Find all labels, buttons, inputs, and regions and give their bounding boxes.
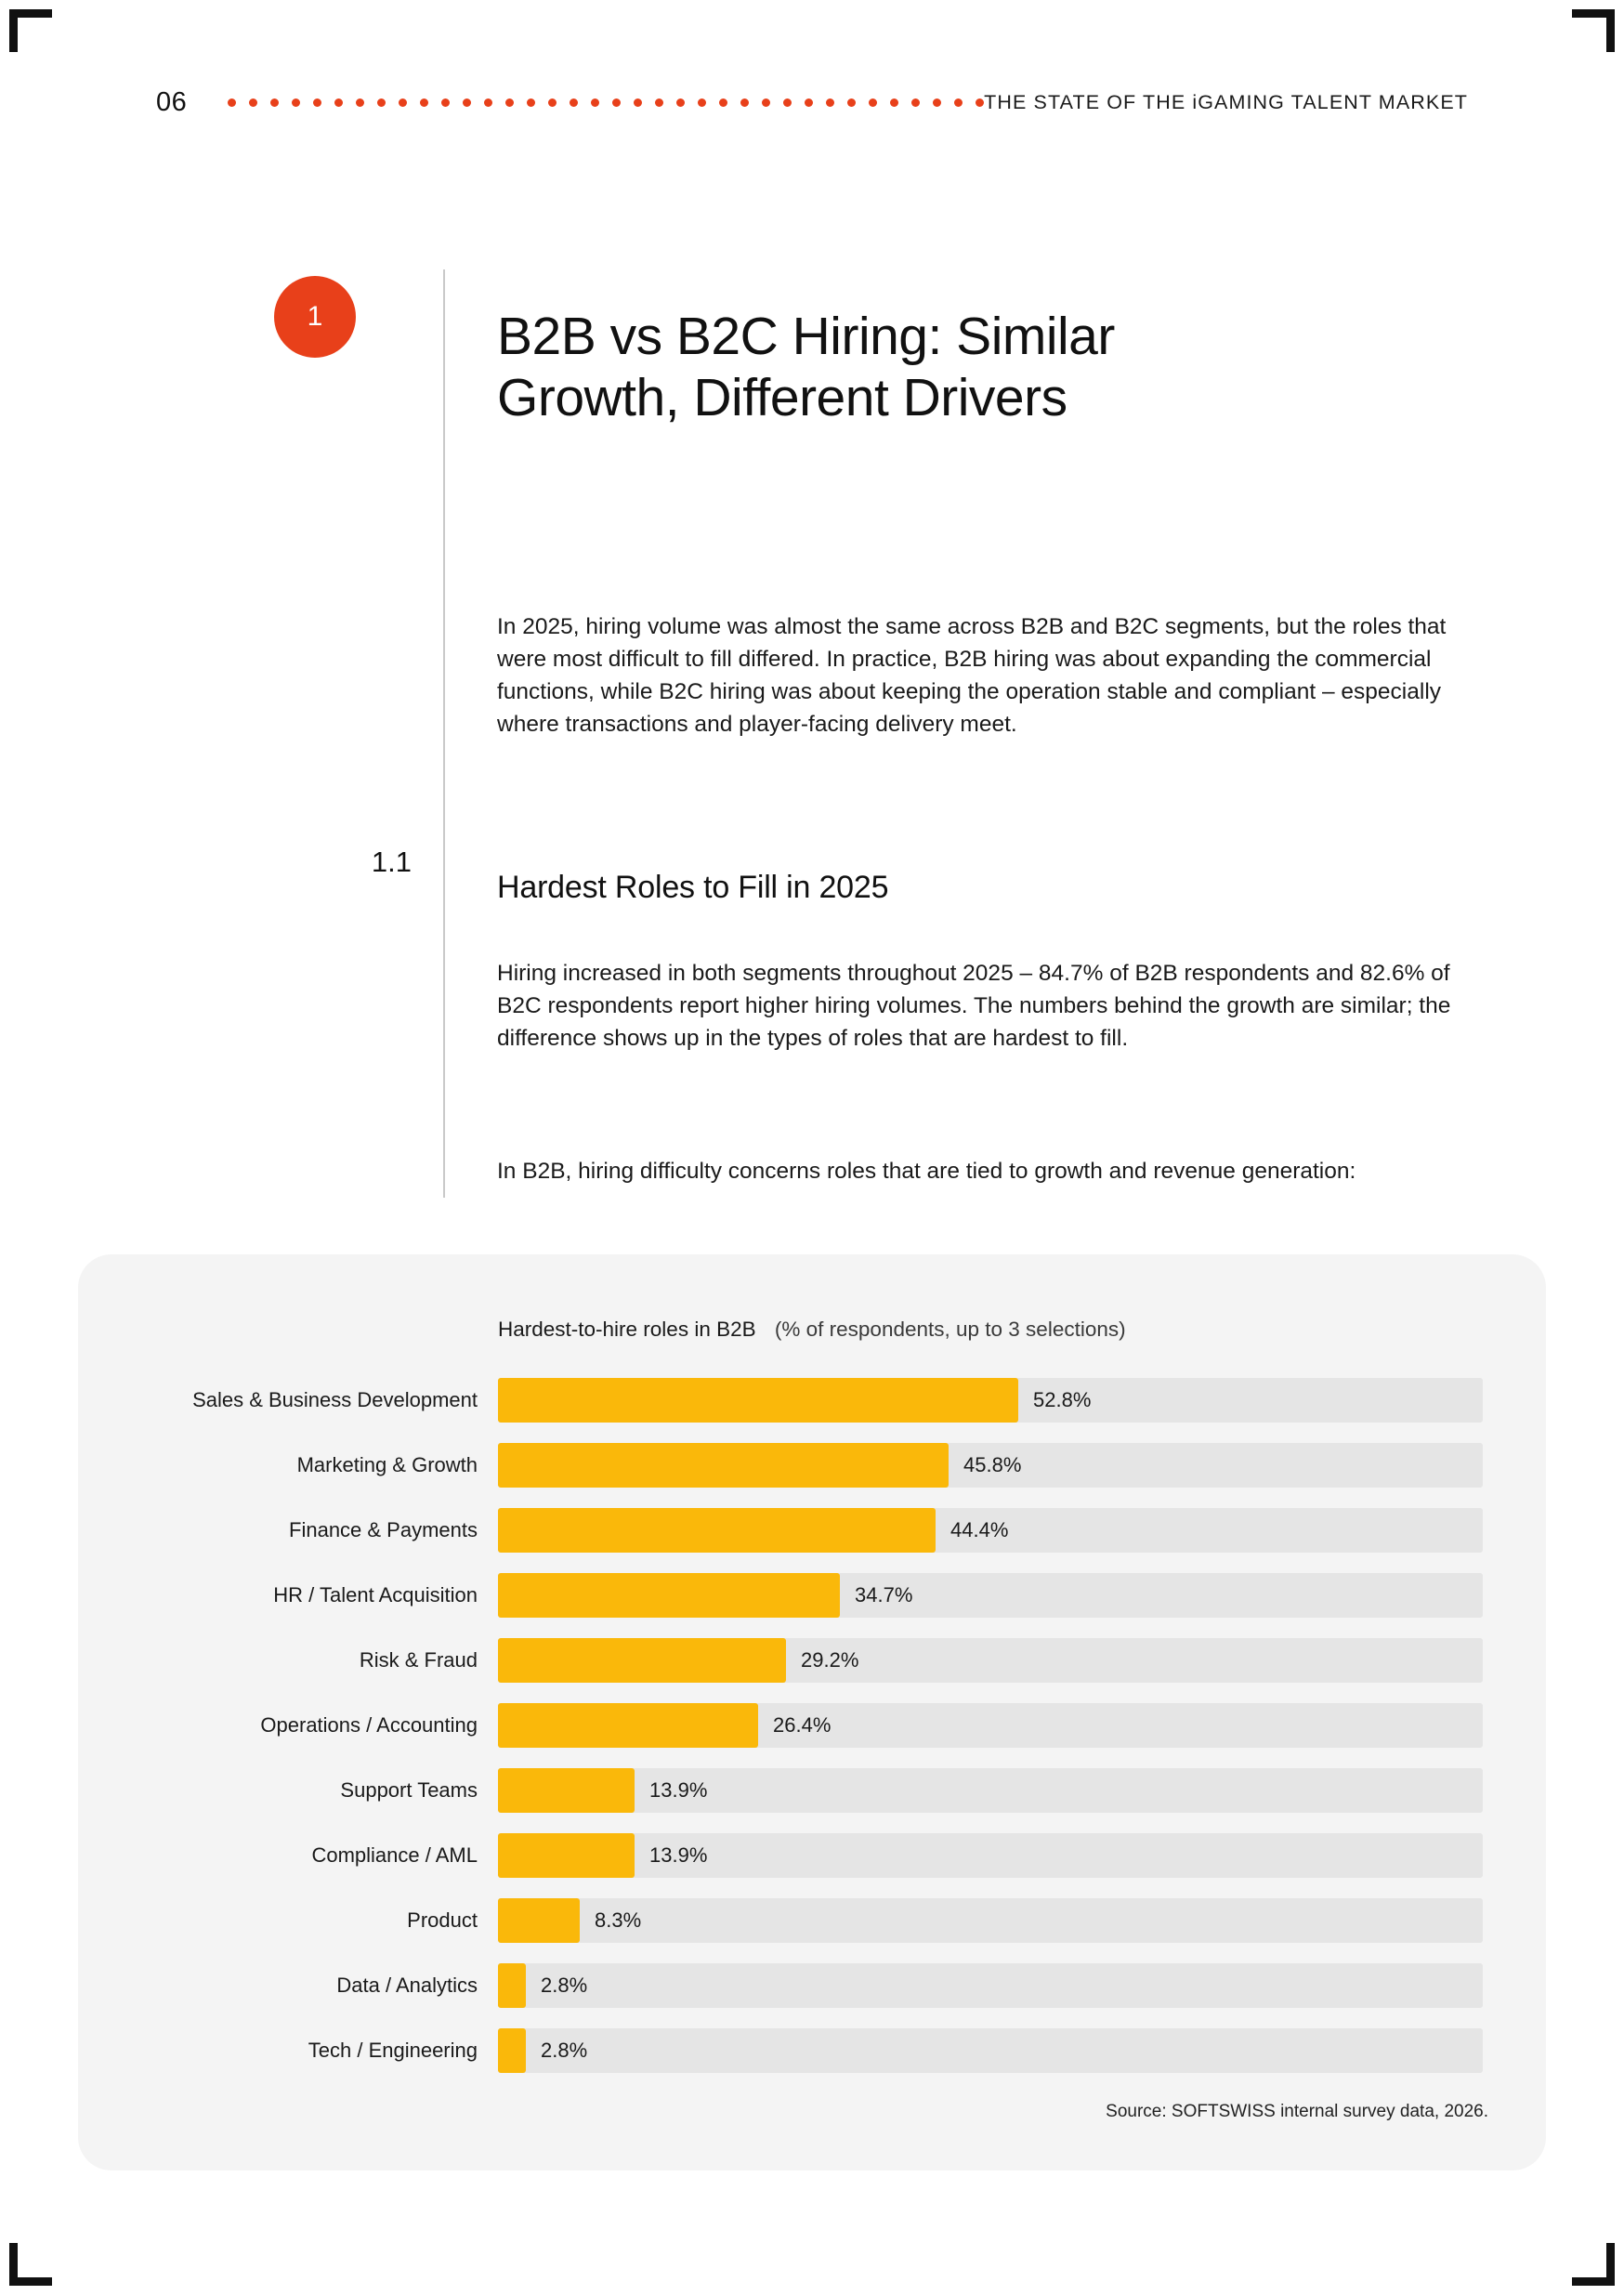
bar-value-label: 13.9% bbox=[649, 1843, 708, 1867]
rule-dot bbox=[463, 98, 471, 107]
crop-mark-top-left bbox=[9, 9, 52, 52]
bar-category-label: Operations / Accounting bbox=[260, 1713, 478, 1737]
bar-category-label: Risk & Fraud bbox=[359, 1648, 478, 1672]
rule-dot bbox=[399, 98, 407, 107]
rule-dot bbox=[676, 98, 685, 107]
bar-category-label: Product bbox=[407, 1908, 478, 1932]
bar-track bbox=[498, 1378, 1483, 1423]
crop-mark-top-right bbox=[1572, 9, 1615, 52]
crop-mark-bottom-left bbox=[9, 2243, 52, 2286]
rule-dot bbox=[740, 98, 749, 107]
rule-dot bbox=[228, 98, 236, 107]
chart-subtitle-text: (% of respondents, up to 3 selections) bbox=[774, 1318, 1126, 1341]
rule-dot bbox=[612, 98, 621, 107]
bar-fill bbox=[498, 1703, 758, 1748]
bar-category-label: Sales & Business Development bbox=[192, 1388, 478, 1411]
intro-paragraph: In 2025, hiring volume was almost the same across B2B and B2C segments, but the roles that were most difficult to fill differed. In practice, B2B hiring was about expanding the commercial functions, while B2C hiring was about keeping the operation stable and compliant – especially where transactions and player-facing delivery meet. bbox=[497, 613, 1447, 738]
bar-fill bbox=[498, 1443, 949, 1488]
rule-dot bbox=[954, 98, 963, 107]
chart-row bbox=[78, 1368, 1546, 1433]
bar-value-label: 8.3% bbox=[595, 1908, 642, 1932]
rule-dot bbox=[762, 98, 770, 107]
bar-fill bbox=[498, 1963, 526, 2008]
bar-track bbox=[498, 1963, 1483, 2008]
chart-card bbox=[78, 1254, 1546, 2170]
rule-dot bbox=[548, 98, 557, 107]
chart-source: Source: SOFTSWISS internal survey data, 2026. bbox=[1106, 2102, 1488, 2121]
rule-dot bbox=[570, 98, 578, 107]
section-number-badge: 1 bbox=[274, 276, 356, 358]
bar-chart bbox=[78, 1368, 1546, 2083]
rule-dot bbox=[847, 98, 856, 107]
bar-fill bbox=[498, 1833, 635, 1878]
subsection-title: Hardest Roles to Fill in 2025 bbox=[497, 870, 889, 906]
bar-fill bbox=[498, 1768, 635, 1813]
chart-row bbox=[78, 1498, 1546, 1563]
rule-dot bbox=[292, 98, 300, 107]
rule-dot bbox=[441, 98, 450, 107]
rule-dot bbox=[634, 98, 642, 107]
bar-value-label: 26.4% bbox=[773, 1713, 832, 1737]
bar-fill bbox=[498, 1898, 580, 1943]
rule-dot bbox=[933, 98, 941, 107]
chart-row bbox=[78, 2018, 1546, 2083]
bar-track bbox=[498, 2028, 1483, 2073]
bar-value-label: 2.8% bbox=[541, 1974, 588, 1997]
bar-track bbox=[498, 1768, 1483, 1813]
chart-row bbox=[78, 1563, 1546, 1628]
bar-value-label: 13.9% bbox=[649, 1778, 708, 1802]
rule-dot bbox=[527, 98, 535, 107]
chart-row bbox=[78, 1758, 1546, 1823]
bar-category-label: Support Teams bbox=[340, 1778, 478, 1802]
chart-title-text: Hardest-to-hire roles in B2B bbox=[498, 1318, 756, 1341]
rule-dot bbox=[356, 98, 364, 107]
dotted-rule bbox=[228, 98, 841, 107]
bar-category-label: Data / Analytics bbox=[336, 1974, 478, 1997]
rule-dot bbox=[976, 98, 984, 107]
rule-dot bbox=[484, 98, 492, 107]
chart-row bbox=[78, 1693, 1546, 1758]
bar-value-label: 45.8% bbox=[963, 1453, 1022, 1476]
rule-dot bbox=[377, 98, 386, 107]
rule-dot bbox=[334, 98, 343, 107]
bar-track bbox=[498, 1898, 1483, 1943]
bar-value-label: 44.4% bbox=[950, 1518, 1009, 1541]
bar-track bbox=[498, 1443, 1483, 1488]
rule-dot bbox=[719, 98, 727, 107]
bar-track bbox=[498, 1703, 1483, 1748]
bar-track bbox=[498, 1638, 1483, 1683]
header-title: THE STATE OF THE iGAMING TALENT MARKET bbox=[984, 90, 1468, 113]
bar-value-label: 52.8% bbox=[1033, 1388, 1092, 1411]
bar-fill bbox=[498, 1573, 840, 1618]
bar-value-label: 2.8% bbox=[541, 2039, 588, 2062]
bar-track bbox=[498, 1573, 1483, 1618]
rule-dot bbox=[826, 98, 834, 107]
rule-dot bbox=[783, 98, 792, 107]
bar-category-label: Compliance / AML bbox=[311, 1843, 478, 1867]
page-header bbox=[156, 84, 1468, 121]
rule-dot bbox=[698, 98, 706, 107]
rule-dot bbox=[270, 98, 279, 107]
bar-category-label: HR / Talent Acquisition bbox=[273, 1583, 478, 1606]
subsection-number: 1.1 bbox=[371, 846, 412, 878]
bar-category-label: Tech / Engineering bbox=[308, 2039, 478, 2062]
chart-row bbox=[78, 1888, 1546, 1953]
page-number: 06 bbox=[156, 86, 188, 117]
chart-row bbox=[78, 1953, 1546, 2018]
subsection-paragraph-2: In B2B, hiring difficulty concerns roles that are tied to growth and revenue generation: bbox=[497, 1158, 1356, 1184]
bar-fill bbox=[498, 1638, 786, 1683]
rule-dot bbox=[249, 98, 257, 107]
bar-value-label: 29.2% bbox=[801, 1648, 859, 1672]
rule-dot bbox=[911, 98, 920, 107]
rule-dot bbox=[869, 98, 877, 107]
bar-fill bbox=[498, 2028, 526, 2073]
bar-fill bbox=[498, 1508, 936, 1553]
bar-fill bbox=[498, 1378, 1018, 1423]
rule-dot bbox=[805, 98, 813, 107]
rule-dot bbox=[655, 98, 663, 107]
rule-dot bbox=[890, 98, 898, 107]
chart-title bbox=[498, 1318, 1126, 1342]
rule-dot bbox=[505, 98, 514, 107]
bar-category-label: Marketing & Growth bbox=[296, 1453, 478, 1476]
page-title: B2B vs B2C Hiring: Similar Growth, Different Drivers bbox=[497, 307, 1115, 428]
vertical-divider bbox=[443, 269, 445, 1198]
chart-row bbox=[78, 1823, 1546, 1888]
bar-track bbox=[498, 1508, 1483, 1553]
chart-row bbox=[78, 1628, 1546, 1693]
bar-category-label: Finance & Payments bbox=[289, 1518, 478, 1541]
subsection-paragraph-1: Hiring increased in both segments throughout 2025 – 84.7% of B2B respondents and 82.6% of B2C respondents report higher hiring volumes. The numbers behind the growth are similar; the difference shows up in the types of roles that are hardest to fill. bbox=[497, 960, 1451, 1052]
rule-dot bbox=[420, 98, 428, 107]
rule-dot bbox=[591, 98, 599, 107]
crop-mark-bottom-right bbox=[1572, 2243, 1615, 2286]
chart-row bbox=[78, 1433, 1546, 1498]
bar-value-label: 34.7% bbox=[855, 1583, 913, 1606]
rule-dot bbox=[313, 98, 321, 107]
bar-track bbox=[498, 1833, 1483, 1878]
